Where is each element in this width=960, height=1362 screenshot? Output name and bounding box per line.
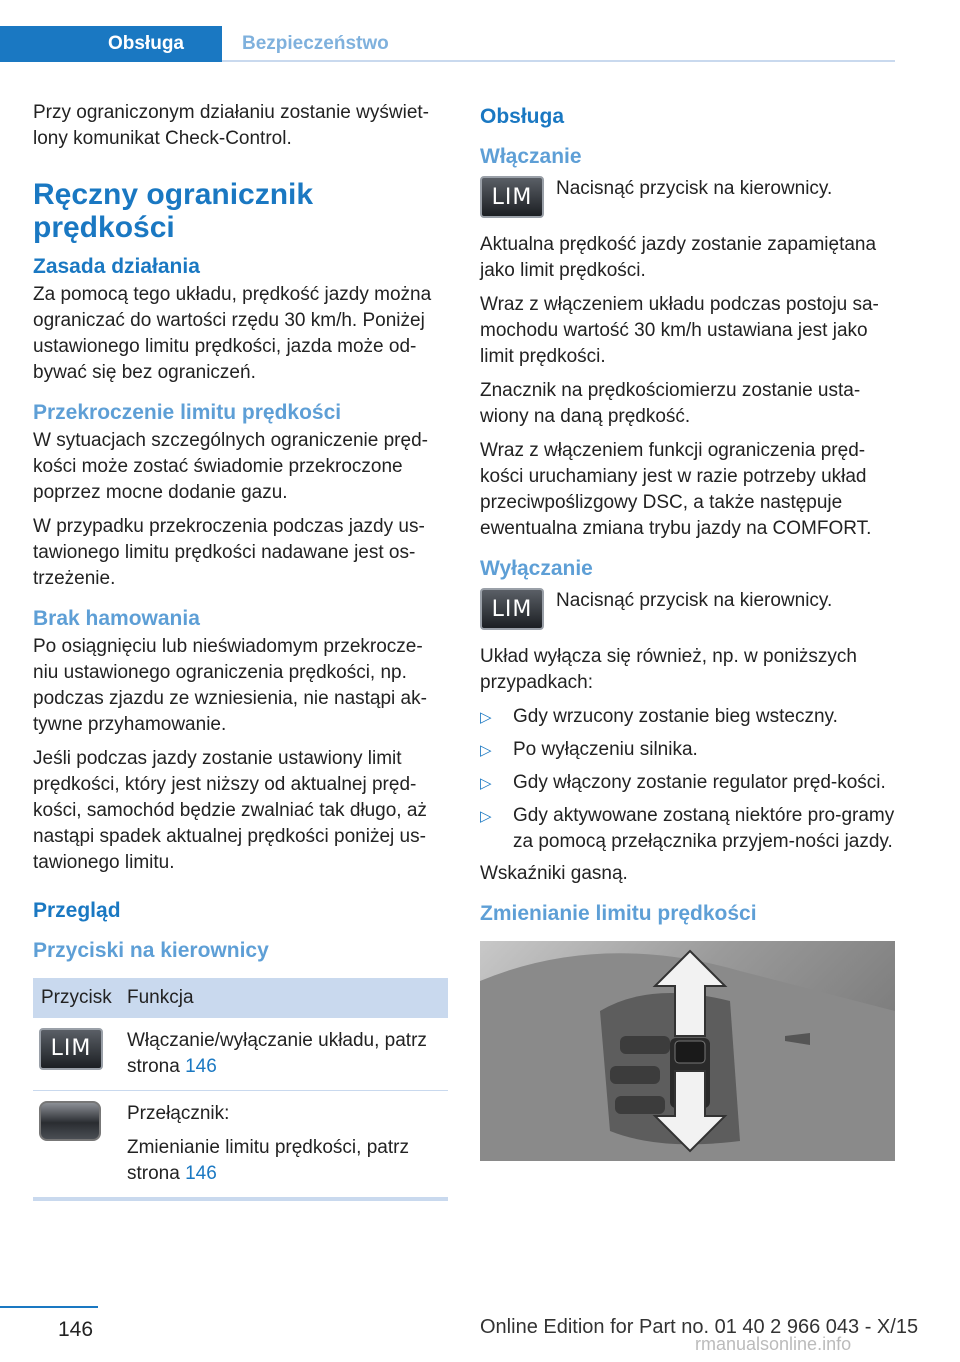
heading-zmienianie: Zmienianie limitu prędkości	[480, 902, 757, 925]
footer-rule	[0, 1306, 98, 1308]
section-title: Ręczny ogranicznik prędkości	[33, 178, 314, 244]
paragraph: Znacznik na prędkościomierzu zostanie usta‐wiony na daną prędkość.	[480, 380, 861, 427]
page-number: 146	[58, 1318, 94, 1341]
page-link[interactable]: 146	[185, 1056, 217, 1077]
heading-przeglad: Przegląd	[33, 899, 121, 922]
intro-text: Przy ograniczonym działaniu zostanie wyświet‐lony komunikat Check-Control.	[33, 102, 429, 149]
table-header-przycisk: Przycisk	[33, 978, 119, 1018]
heading-przekroczenie: Przekroczenie limitu prędkości	[33, 401, 342, 424]
button-instruction	[480, 176, 895, 218]
tab-obsluga[interactable]: Obsługa	[0, 26, 222, 62]
row2-label: Przełącznik:	[127, 1103, 230, 1124]
paragraph: Układ wyłącza się również, np. w poniższych przypadkach:	[480, 646, 857, 693]
heading-przyciski: Przyciski na kierownicy	[33, 939, 269, 962]
press-instruction: Nacisnąć przycisk na kierownicy.	[556, 590, 833, 611]
paragraph: Jeśli podczas jazdy zostanie ustawiony limit prędkości, który jest niższy od aktualnej pręd‐kości, samochód będzie zwalniać tak długo, aż nastąpi spadek aktualnej prędkości poniżej us‐tawionego limitu.	[33, 748, 427, 873]
tab-bezpieczenstwo[interactable]: Bezpieczeństwo	[242, 33, 389, 54]
heading-obsluga: Obsługa	[480, 105, 565, 128]
rocker-switch-icon	[39, 1101, 101, 1141]
table-row	[33, 1091, 448, 1200]
paragraph: Po osiągnięciu lub nieświadomym przekrocze‐niu ustawionego ograniczenia prędkości, np. podczas zjazdu ze wzniesienia, nie nastąpi ak‐tywne przyhamowanie.	[33, 636, 427, 735]
heading-wlaczanie: Włączanie	[480, 145, 582, 168]
table-header-funkcja: Funkcja	[119, 978, 448, 1018]
list-item-text: Po wyłączeniu silnika.	[513, 739, 698, 760]
paragraph: Wskaźniki gasną.	[480, 863, 628, 884]
lim-button-icon: LIM	[480, 176, 544, 218]
paragraph: W sytuacjach szczególnych ograniczenie pręd‐kości może zostać świadomie przekroczone poprzez mocne dodanie gazu.	[33, 430, 428, 503]
paragraph: Wraz z włączeniem funkcji ograniczenia pręd‐kości uruchamiany jest w razie potrzeby układ przeciwpoślizgowy DSC, a także następuje ewentualna zmiana trybu jazdy na COMFORT.	[480, 440, 872, 539]
buttons-table	[33, 978, 448, 1201]
heading-wylaczanie: Wyłączanie	[480, 557, 593, 580]
list-item-text: Gdy aktywowane zostaną niektóre pro‐gramy za pomocą przełącznika przyjem‐ności jazdy.	[513, 805, 895, 852]
triangle-bullet-icon: ▷	[480, 709, 492, 726]
list-item	[480, 737, 895, 764]
list-item-text: Gdy włączony zostanie regulator pręd‐kości.	[513, 772, 886, 793]
row2-text: Zmienianie limitu prędkości, patrz strona	[127, 1137, 409, 1184]
watermark: rmanualsonline.info	[695, 1334, 852, 1354]
bullet-list	[480, 704, 895, 855]
triangle-bullet-icon: ▷	[480, 808, 492, 825]
table-row	[33, 1018, 448, 1091]
list-item	[480, 803, 895, 855]
edition-text: Online Edition for Part no. 01 40 2 966 043 - X/15	[480, 1316, 919, 1338]
paragraph: Za pomocą tego układu, prędkość jazdy można ograniczać do wartości rzędu 30 km/h. Poniżej ustawionego limitu prędkości, jazda może od‐bywać się bez ograniczeń.	[33, 284, 432, 383]
paragraph: Aktualna prędkość jazdy zostanie zapamiętana jako limit prędkości.	[480, 234, 877, 281]
heading-zasada: Zasada działania	[33, 255, 200, 278]
list-item	[480, 770, 895, 797]
lim-button-icon: LIM	[480, 588, 544, 630]
paragraph: W przypadku przekroczenia podczas jazdy us‐tawionego limitu prędkości nadawane jest os‐trzeżenie.	[33, 516, 425, 589]
triangle-bullet-icon: ▷	[480, 775, 492, 792]
right-column	[480, 100, 895, 1161]
list-item-text: Gdy wrzucony zostanie bieg wsteczny.	[513, 706, 838, 727]
press-instruction: Nacisnąć przycisk na kierownicy.	[556, 178, 833, 199]
page-link[interactable]: 146	[185, 1163, 217, 1184]
heading-brak-hamowania: Brak hamowania	[33, 607, 200, 630]
button-instruction	[480, 588, 895, 630]
list-item	[480, 704, 895, 731]
paragraph: Wraz z włączeniem układu podczas postoju sa‐mochodu wartość 30 km/h ustawiana jest jako limit prędkości.	[480, 294, 879, 367]
steering-wheel-illustration	[480, 941, 895, 1161]
left-column	[33, 100, 448, 1201]
lim-button-icon: LIM	[39, 1028, 103, 1070]
row1-text: Włączanie/wyłączanie układu, patrz strona	[127, 1030, 427, 1077]
steering-wheel-photo	[480, 941, 895, 1161]
triangle-bullet-icon: ▷	[480, 742, 492, 759]
